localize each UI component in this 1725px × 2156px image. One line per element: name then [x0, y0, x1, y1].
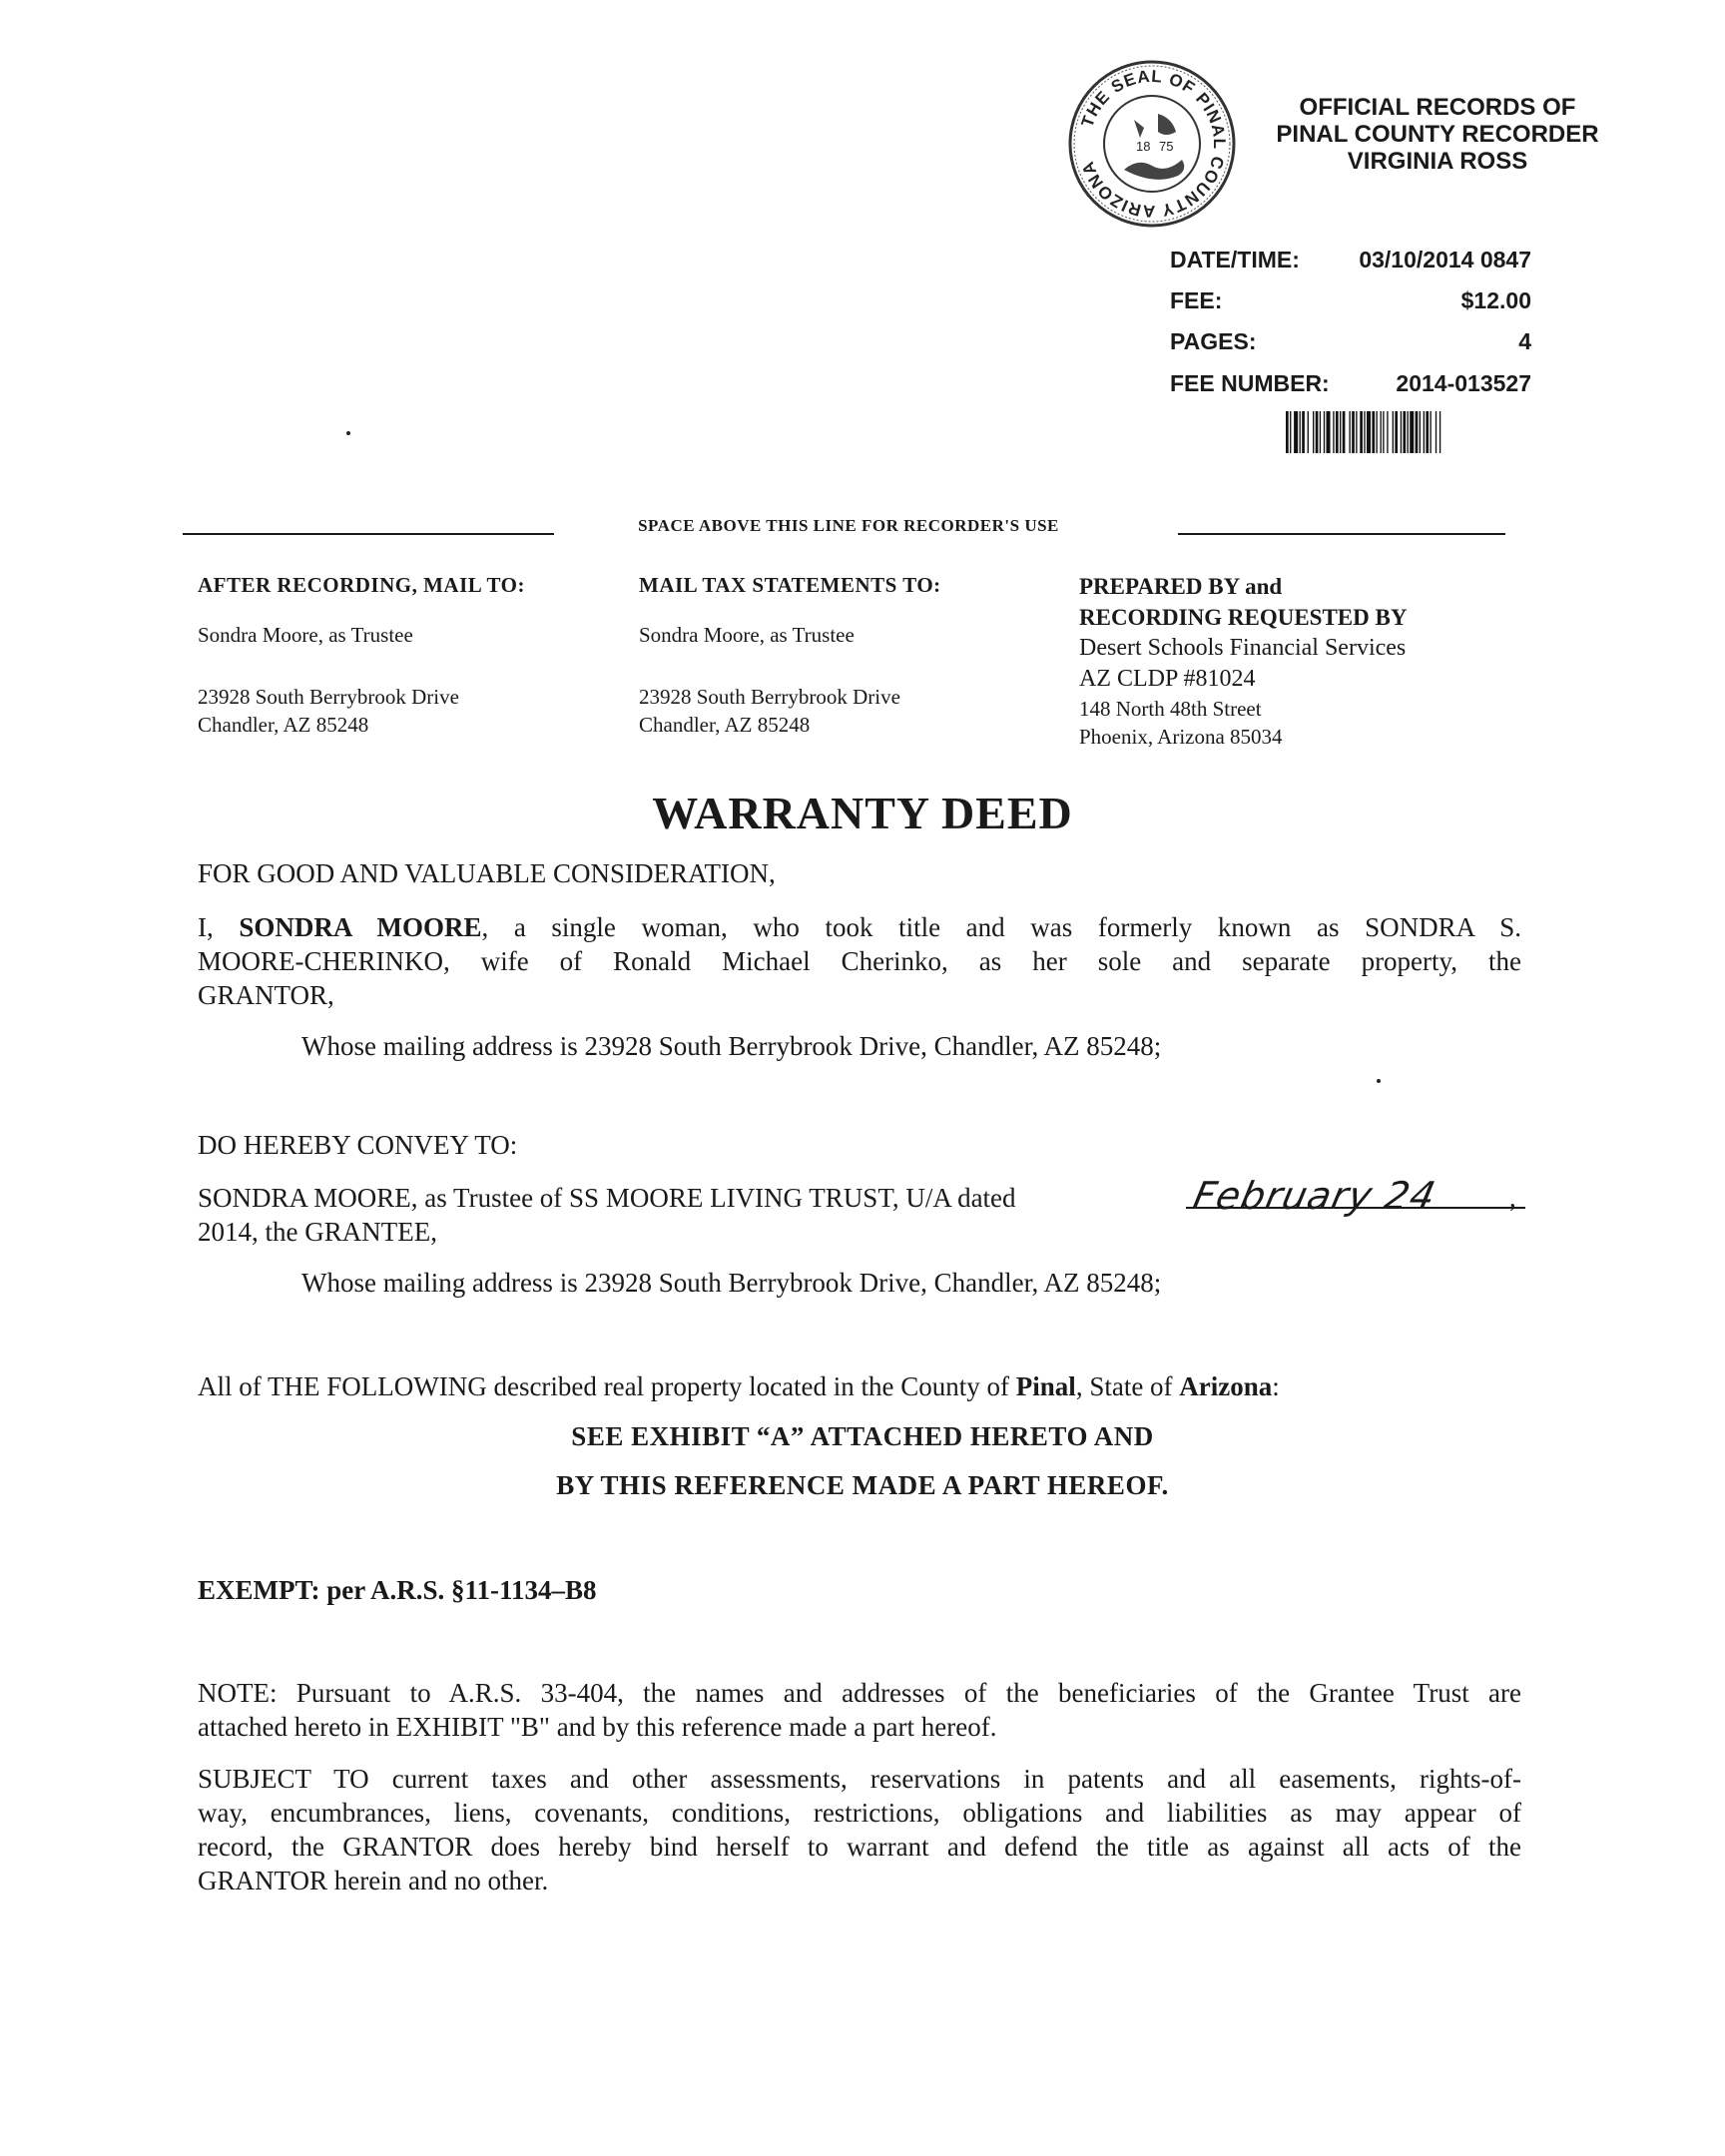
barcode-bar	[1439, 411, 1440, 453]
prepared-heading-1: PREPARED BY and	[1079, 574, 1283, 599]
grantee-comma: ,	[1509, 1183, 1516, 1213]
barcode-bar	[1356, 411, 1357, 453]
fee-label: FEE:	[1170, 287, 1223, 313]
tax-street: 23928 South Berrybrook Drive	[639, 685, 900, 709]
barcode-bar	[1436, 411, 1437, 453]
barcode-bar	[1364, 411, 1365, 453]
grantor-line-1-rest: , a single woman, who took title and was formerly known as SONDRA S.	[481, 912, 1521, 942]
barcode-bar	[1336, 411, 1339, 453]
exempt-line: EXEMPT: per A.R.S. §11-1134–B8	[198, 1575, 597, 1605]
subject-line-3: record, the GRANTOR does hereby bind herself to warrant and defend the title as against all acts of the	[198, 1832, 1521, 1862]
consideration-line: FOR GOOD AND VALUABLE CONSIDERATION,	[198, 858, 776, 888]
barcode-bar	[1333, 411, 1334, 453]
tax-statements-block	[639, 571, 1058, 739]
subject-line-4: GRANTOR herein and no other.	[198, 1866, 549, 1895]
barcode-bar	[1343, 411, 1346, 453]
barcode-bar	[1408, 411, 1409, 453]
barcode-bar	[1401, 411, 1402, 453]
barcode-bar	[1410, 411, 1414, 453]
grantor-line-2: MOORE-CHERINKO, wife of Ronald Michael Cherinko, as her sole and separate property, the	[198, 946, 1521, 976]
grantor-name: SONDRA MOORE	[239, 912, 482, 942]
fee-number-value: 2014-013527	[1396, 370, 1531, 396]
property-end: :	[1272, 1371, 1280, 1401]
barcode-bar	[1372, 411, 1375, 453]
grantee-mailing-address: Whose mailing address is 23928 South Berrybrook Drive, Chandler, AZ 85248;	[301, 1268, 1162, 1298]
recorder-use-note: SPACE ABOVE THIS LINE FOR RECORDER'S USE	[638, 516, 1059, 535]
grantee-line-2: 2014, the GRANTEE,	[198, 1217, 437, 1247]
office-line-1: OFFICIAL RECORDS OF	[1299, 94, 1576, 121]
tax-city: Chandler, AZ 85248	[639, 713, 811, 737]
barcode-bar	[1430, 411, 1431, 453]
barcode-bar	[1426, 411, 1429, 453]
seal-text: THE SEAL OF PINAL COUNTY ARIZONA	[1077, 66, 1230, 222]
subject-line-2: way, encumbrances, liens, covenants, conditions, restrictions, obligations and liabilities as may appear of	[198, 1798, 1521, 1828]
barcode-bar	[1320, 411, 1321, 453]
seal-year-right: 75	[1159, 139, 1174, 154]
document-title: WARRANTY DEED	[652, 788, 1073, 838]
barcode-bar	[1324, 411, 1325, 453]
barcode-bar	[1393, 411, 1394, 453]
pages-label: PAGES:	[1170, 328, 1257, 354]
prepared-code: AZ CLDP #81024	[1079, 666, 1256, 692]
barcode-bar	[1286, 411, 1289, 453]
grantor-prefix: I,	[198, 912, 240, 942]
scan-speck	[1377, 1079, 1381, 1083]
barcode-bar	[1352, 411, 1355, 453]
mail-to-name: Sondra Moore, as Trustee	[198, 623, 413, 647]
date-time-label: DATE/TIME:	[1170, 247, 1300, 272]
mail-to-block	[198, 571, 617, 739]
barcode-bar	[1302, 411, 1305, 453]
note-line-2: attached hereto in EXHIBIT "B" and by this reference made a part hereof.	[198, 1712, 997, 1742]
property-line	[198, 1369, 1280, 1403]
barcode-bar	[1360, 411, 1363, 453]
mail-to-street: 23928 South Berrybrook Drive	[198, 685, 459, 709]
office-line-3: VIRGINIA ROSS	[1347, 148, 1528, 175]
barcode-bar	[1424, 411, 1425, 453]
mail-to-city: Chandler, AZ 85248	[198, 713, 369, 737]
barcode-bar	[1290, 411, 1291, 453]
property-prefix: All of THE FOLLOWING described real property located in the County of	[198, 1371, 1016, 1401]
barcode-bar	[1395, 411, 1398, 453]
barcode-bar	[1340, 411, 1341, 453]
barcode-bar	[1308, 411, 1309, 453]
note-line-1: NOTE: Pursuant to A.R.S. 33-404, the names and addresses of the beneficiaries of the Grantee Trust are	[198, 1678, 1521, 1708]
grantor-line-1	[198, 910, 1521, 944]
seal-year-left: 18	[1136, 139, 1151, 154]
grantor-mailing-address: Whose mailing address is 23928 South Berrybrook Drive, Chandler, AZ 85248;	[301, 1031, 1162, 1061]
barcode-bar	[1327, 411, 1331, 453]
fee-number-label: FEE NUMBER:	[1170, 370, 1330, 396]
exhibit-a-line-1: SEE EXHIBIT “A” ATTACHED HERETO AND	[571, 1421, 1154, 1451]
barcode-bar	[1383, 411, 1384, 453]
grantor-line-3: GRANTOR,	[198, 980, 334, 1010]
tax-heading: MAIL TAX STATEMENTS TO:	[639, 573, 941, 597]
convey-line: DO HEREBY CONVEY TO:	[198, 1130, 518, 1160]
handwritten-date: February 24	[1189, 1174, 1440, 1218]
barcode-bar	[1416, 411, 1419, 453]
date-time-value: 03/10/2014 0847	[1359, 247, 1531, 272]
recorder-rule-right	[1178, 533, 1505, 535]
grantee-line-1: SONDRA MOORE, as Trustee of SS MOORE LIVING TRUST, U/A dated	[198, 1183, 1016, 1213]
barcode-bar	[1300, 411, 1301, 453]
barcode-bar	[1316, 411, 1319, 453]
prepared-heading-2: RECORDING REQUESTED BY	[1079, 605, 1408, 630]
barcode-bar	[1376, 411, 1377, 453]
prepared-by-block	[1079, 571, 1538, 751]
property-county: Pinal	[1015, 1371, 1076, 1401]
barcode-bar	[1403, 411, 1406, 453]
barcode-icon	[1286, 411, 1547, 453]
barcode-bar	[1313, 411, 1314, 453]
property-state: Arizona	[1179, 1371, 1273, 1401]
recorder-rule-left	[183, 533, 554, 535]
barcode-bar	[1367, 411, 1371, 453]
mail-to-heading: AFTER RECORDING, MAIL TO:	[198, 573, 525, 597]
pages-value: 4	[1518, 328, 1531, 354]
subject-line-1: SUBJECT TO current taxes and other assessments, reservations in patents and all easements, rights-of-	[198, 1764, 1521, 1794]
tax-name: Sondra Moore, as Trustee	[639, 623, 855, 647]
barcode-bar	[1349, 411, 1350, 453]
barcode-bar	[1294, 411, 1298, 453]
barcode-bar	[1420, 411, 1421, 453]
fee-value: $12.00	[1460, 287, 1531, 313]
prepared-company: Desert Schools Financial Services	[1079, 635, 1407, 661]
prepared-street: 148 North 48th Street	[1079, 697, 1262, 721]
exhibit-a-line-2: BY THIS REFERENCE MADE A PART HEREOF.	[556, 1470, 1169, 1500]
property-mid: , State of	[1075, 1371, 1180, 1401]
barcode-bar	[1387, 411, 1388, 453]
office-line-2: PINAL COUNTY RECORDER	[1276, 121, 1599, 148]
barcode-bar	[1381, 411, 1382, 453]
prepared-city: Phoenix, Arizona 85034	[1079, 725, 1283, 749]
scan-speck	[346, 431, 350, 435]
county-seal-icon	[1066, 58, 1238, 230]
